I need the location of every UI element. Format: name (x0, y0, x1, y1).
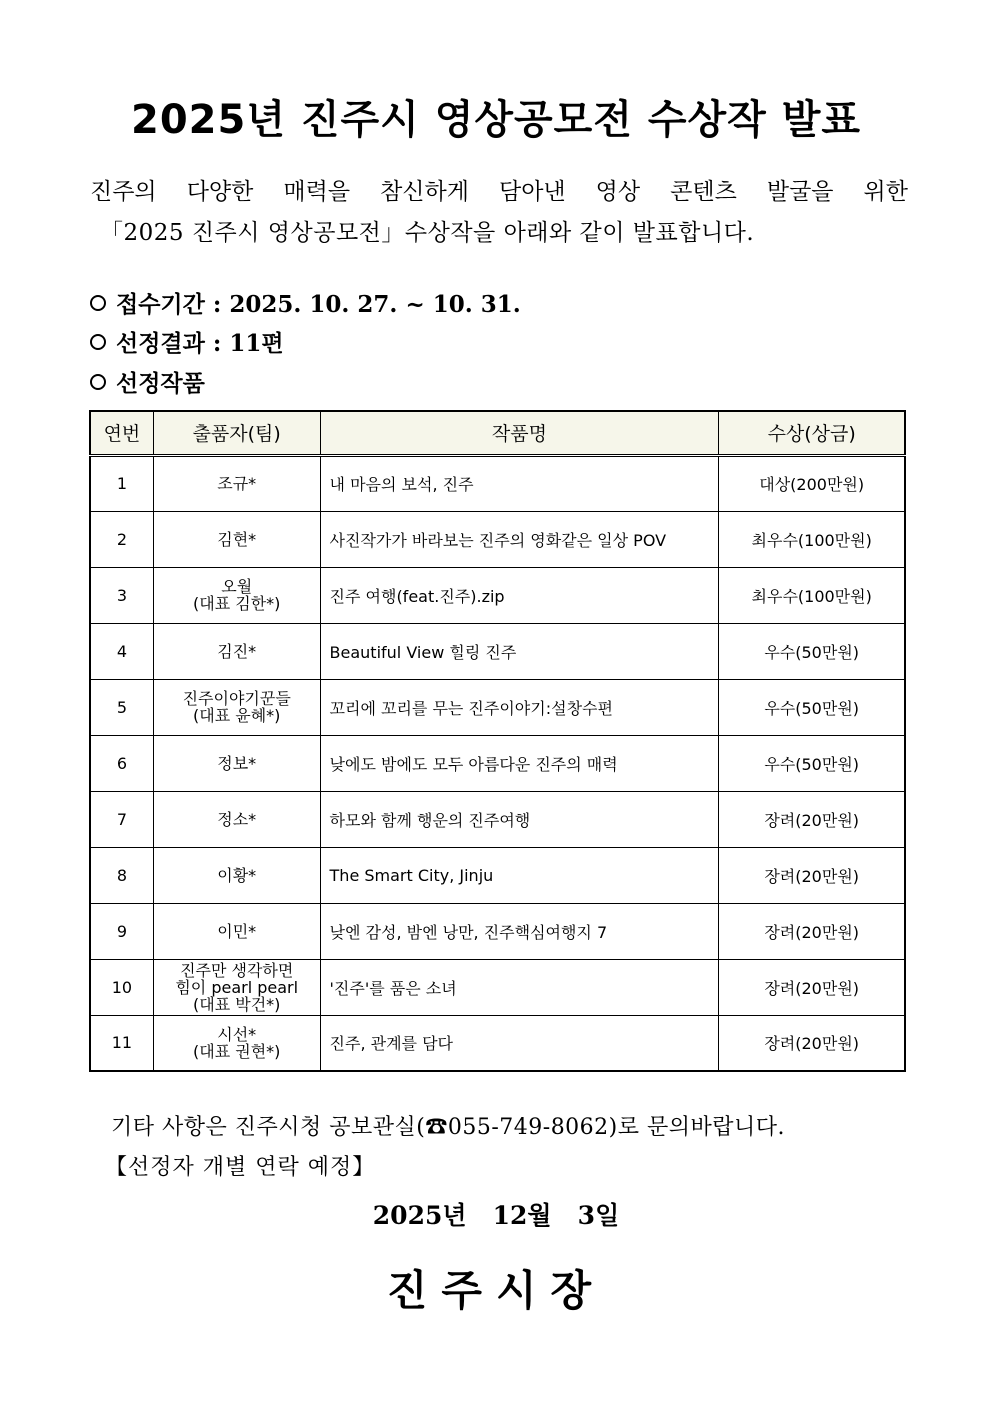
table-row (90, 623, 905, 679)
award: 장려(20만원) (719, 959, 905, 1015)
table-row (90, 1015, 905, 1071)
bullet-period (90, 286, 521, 319)
award: 최우수(100만원) (719, 567, 905, 623)
award: 최우수(100만원) (719, 511, 905, 567)
entrant-cell (153, 511, 320, 567)
entrant-line: (대표 윤혜*) (193, 706, 281, 725)
contact-notice: 【선정자 개별 연락 예정】 (105, 1155, 376, 1180)
work-title: The Smart City, Jinju (320, 847, 719, 903)
row-number: 1 (90, 455, 153, 511)
table-row (90, 567, 905, 623)
entrant-line: (대표 박건*) (193, 994, 281, 1014)
table-row (90, 903, 905, 959)
page-title: 2025년 진주시 영상공모전 수상작 발표 (131, 97, 861, 143)
row-number: 8 (90, 847, 153, 903)
intro-line-1: 진주의 다양한 매력을 참신하게 담아낸 영상 콘텐츠 발굴을 위한 (90, 179, 908, 205)
entrant-cell (153, 679, 320, 735)
circle-bullet-icon (90, 334, 106, 350)
table-row (90, 511, 905, 567)
table-row (90, 847, 905, 903)
header-work: 작품명 (320, 411, 719, 455)
bullet-result (90, 325, 284, 358)
work-title: 꼬리에 꼬리를 무는 진주이야기:설창수편 (320, 679, 719, 735)
work-title: 진주 여행(feat.진주).zip (320, 567, 719, 623)
row-number: 10 (90, 959, 153, 1015)
winners-table (89, 410, 906, 1072)
entrant-line: 정소* (217, 809, 257, 829)
work-title: Beautiful View 힐링 진주 (320, 623, 719, 679)
entrant-cell (153, 959, 320, 1015)
row-number: 11 (90, 1015, 153, 1071)
table-row (90, 959, 905, 1015)
work-title: 내 마음의 보석, 진주 (320, 455, 719, 511)
entrant-cell (153, 735, 320, 791)
row-number: 4 (90, 623, 153, 679)
work-title: 사진작가가 바라보는 진주의 영화같은 일상 POV (320, 511, 719, 567)
work-title: '진주'를 품은 소녀 (320, 959, 719, 1015)
award: 장려(20만원) (719, 903, 905, 959)
intro-line-2: 「2025 진주시 영상공모전」수상작을 아래와 같이 발표합니다. (100, 220, 755, 246)
entrant-line: 시선* (217, 1024, 257, 1044)
entrant-line: 힘이 pearl pearl (175, 977, 299, 997)
work-title: 하모와 함께 행운의 진주여행 (320, 791, 719, 847)
row-number: 2 (90, 511, 153, 567)
entrant-cell (153, 903, 320, 959)
entrant-cell (153, 567, 320, 623)
entrant-line: 이민* (217, 921, 257, 941)
header-award: 수상(상금) (719, 411, 905, 455)
announcement-date: 2025년 12월 3일 (372, 1201, 620, 1230)
contact-info: 기타 사항은 진주시청 공보관실(☎055-749-8062)로 문의바랍니다. (111, 1115, 786, 1140)
entrant-line: 진주이야기꾼들 (182, 689, 291, 708)
award: 대상(200만원) (719, 455, 905, 511)
table-body (90, 455, 905, 1071)
work-title: 낮에도 밤에도 모두 아름다운 진주의 매력 (320, 735, 719, 791)
entrant-line: (대표 권현*) (193, 1041, 281, 1061)
award: 장려(20만원) (719, 847, 905, 903)
entrant-line: 김현* (217, 529, 257, 549)
circle-bullet-icon (90, 295, 106, 311)
header-entrant: 출품자(팀) (153, 411, 320, 455)
table-header-row (90, 411, 905, 455)
award: 장려(20만원) (719, 791, 905, 847)
entrant-cell (153, 791, 320, 847)
table-row (90, 735, 905, 791)
award: 장려(20만원) (719, 1015, 905, 1071)
issuer-name: 진주시장 (386, 1266, 606, 1315)
award: 우수(50만원) (719, 623, 905, 679)
award: 우수(50만원) (719, 735, 905, 791)
table-row (90, 455, 905, 511)
row-number: 7 (90, 791, 153, 847)
row-number: 5 (90, 679, 153, 735)
entrant-line: 김진* (217, 641, 257, 661)
entrant-line: 조규* (217, 474, 257, 493)
work-title: 낮엔 감성, 밤엔 낭만, 진주핵심여행지 7 (320, 903, 719, 959)
result-text: 선정결과 : 11편 (116, 330, 284, 357)
entrant-line: 이황* (217, 865, 257, 885)
row-number: 3 (90, 567, 153, 623)
entrant-cell (153, 1015, 320, 1071)
period-text: 접수기간 : 2025. 10. 27. ~ 10. 31. (116, 291, 521, 318)
row-number: 9 (90, 903, 153, 959)
bullet-works (90, 365, 205, 398)
works-text: 선정작품 (116, 370, 205, 397)
entrant-line: 오월 (221, 577, 253, 596)
entrant-line: (대표 김한*) (193, 594, 281, 613)
entrant-cell (153, 455, 320, 511)
entrant-line: 정보* (217, 753, 257, 773)
entrant-line: 진주만 생각하면 (180, 960, 294, 980)
header-no: 연번 (90, 411, 153, 455)
circle-bullet-icon (90, 374, 106, 390)
award: 우수(50만원) (719, 679, 905, 735)
table-row (90, 791, 905, 847)
entrant-cell (153, 623, 320, 679)
row-number: 6 (90, 735, 153, 791)
entrant-cell (153, 847, 320, 903)
table-row (90, 679, 905, 735)
work-title: 진주, 관계를 담다 (320, 1015, 719, 1071)
